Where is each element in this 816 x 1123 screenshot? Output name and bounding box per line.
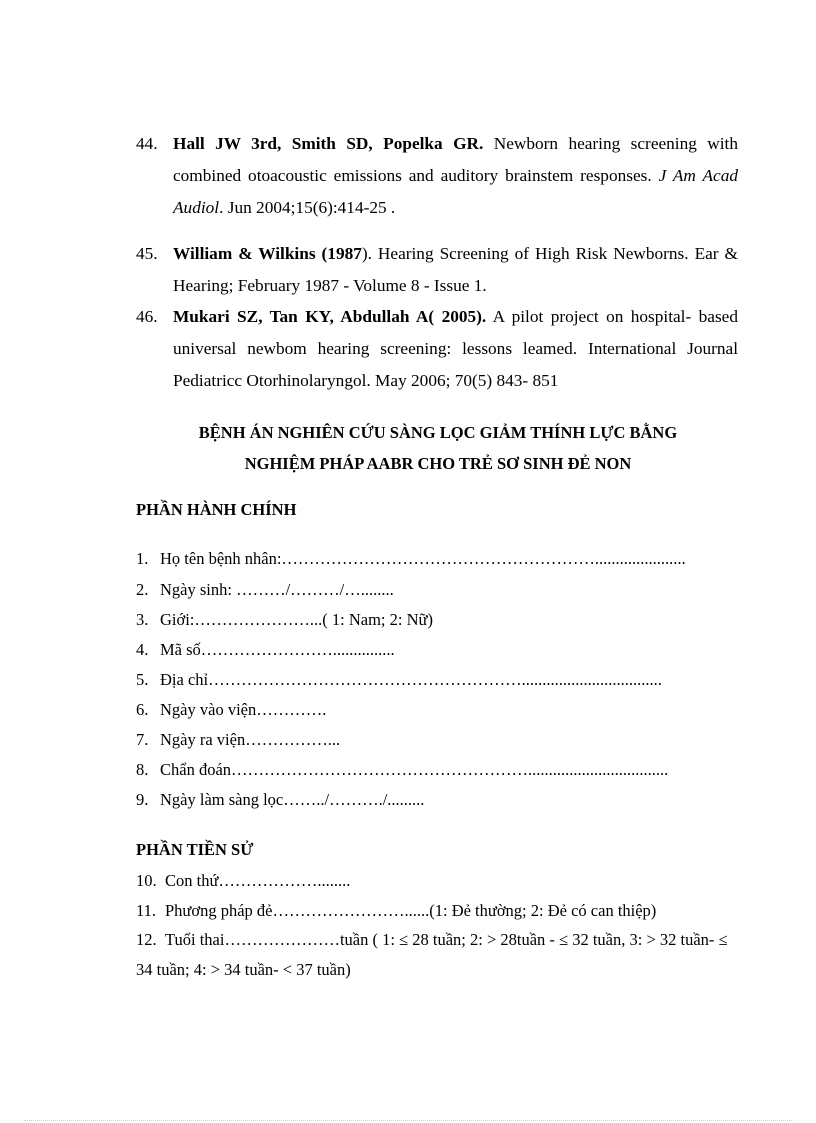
item-number: 2. <box>136 580 149 599</box>
reference-authors: Mukari SZ, Tan KY, Abdullah A( 2005). <box>173 307 487 326</box>
form-item <box>136 549 686 569</box>
item-text: Mã số……………………............... <box>160 640 395 659</box>
item-text: Ngày ra viện……………... <box>160 730 341 749</box>
item-number: 12. <box>136 930 157 949</box>
item-number: 6. <box>136 700 149 719</box>
reference-authors: Hall JW 3rd, Smith SD, Popelka GR. <box>173 134 484 153</box>
item-number: 4. <box>136 640 149 659</box>
form-title-line-1: BỆNH ÁN NGHIÊN CỨU SÀNG LỌC GIẢM THÍNH LỰC BẰNG <box>198 423 678 442</box>
reference-44 <box>136 128 738 224</box>
item-number: 1. <box>136 549 149 568</box>
form-item <box>136 790 424 810</box>
form-item <box>136 760 668 780</box>
item-number: 8. <box>136 760 149 779</box>
reference-number: 45. <box>136 244 158 263</box>
reference-46 <box>136 301 738 397</box>
form-item <box>136 610 433 630</box>
form-item <box>136 580 394 600</box>
form-item <box>136 670 662 690</box>
reference-number: 44. <box>136 134 158 153</box>
form-item <box>136 730 340 750</box>
item-text: Chẩn đoán……………………………………………….................................. <box>160 760 669 779</box>
section-heading-history: PHẦN TIỀN SỬ <box>136 840 254 859</box>
item-text: Ngày sinh: ………/………/…........ <box>160 580 394 599</box>
item-number: 9. <box>136 790 149 809</box>
section-heading-admin: PHẦN HÀNH CHÍNH <box>136 500 297 519</box>
reference-body <box>173 128 738 224</box>
item-number: 10. <box>136 871 157 890</box>
form-item <box>136 640 395 660</box>
page-bottom-divider <box>24 1120 792 1121</box>
item-text: Tuổi thai…………………tuần ( 1: ≤ 28 tuần; 2: > 28tuần - ≤ 32 tuần, 3: > 32 tuần- ≤ 34 tuần; 4: > 34 tuần- < 37 tuần) <box>136 930 728 979</box>
item-number: 11. <box>136 901 157 920</box>
reference-journal: J Am Acad Audiol <box>173 166 739 217</box>
reference-text: Newborn hearing screening with combined otoacoustic emissions and auditory brainstem responses. <box>173 134 739 185</box>
form-title <box>100 417 776 479</box>
reference-text: ). Hearing Screening of High Risk Newborns. Ear & Hearing; February 1987 - Volume 8 - Issue 1. <box>173 244 738 295</box>
item-text: Phương pháp đẻ……………………......(1: Đẻ thường; 2: Đẻ có can thiệp) <box>165 901 657 920</box>
reference-45 <box>136 238 738 302</box>
reference-text: A pilot project on hospital- based universal newbom hearing screening: lessons leamed. International Journal Pediatricc Otorhinolaryngol. May 2006; 70(5) 843- 851 <box>173 307 738 390</box>
item-number: 7. <box>136 730 149 749</box>
item-text: Giới:…………………...( 1: Nam; 2: Nữ) <box>160 610 433 629</box>
item-text: Họ tên bệnh nhân:…………………………………………………...................... <box>160 549 686 568</box>
reference-body <box>173 301 738 397</box>
reference-number: 46. <box>136 307 158 326</box>
item-number: 3. <box>136 610 149 629</box>
item-number: 5. <box>136 670 149 689</box>
item-text: Ngày vào viện…………. <box>160 700 327 719</box>
form-item <box>136 871 350 891</box>
reference-body <box>173 238 738 302</box>
item-text: Ngày làm sàng lọc……../………./......... <box>160 790 425 809</box>
form-title-line-2: NGHIỆM PHÁP AABR CHO TRẺ SƠ SINH ĐẺ NON <box>244 454 632 473</box>
form-item <box>136 901 656 921</box>
form-item <box>136 925 738 985</box>
reference-tail: . Jun 2004;15(6):414-25 . <box>219 198 396 217</box>
form-item <box>136 700 326 720</box>
item-text: Địa chỉ………………………………………………….................................. <box>160 670 662 689</box>
reference-authors: William & Wilkins (1987 <box>173 244 362 263</box>
item-text: Con thứ………………........ <box>165 871 351 890</box>
